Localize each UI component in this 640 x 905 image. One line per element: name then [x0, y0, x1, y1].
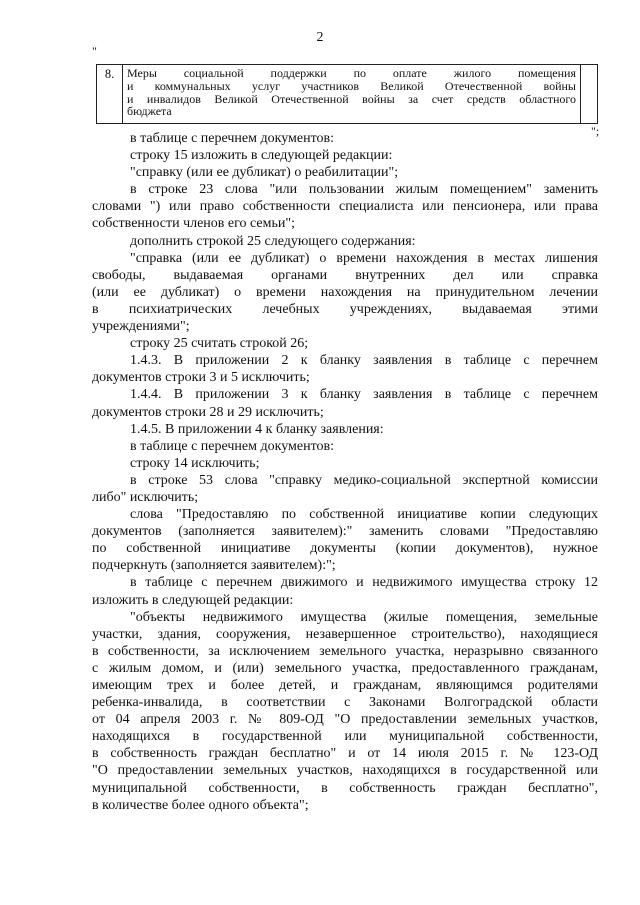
- body-text-line: в собственности, за исключением земельного участка, неразрывно связанного: [92, 643, 598, 659]
- body-text-line: "О предоставлении земельных участков, находящихся в государственной или: [92, 763, 598, 779]
- body-text-line: документов (заполняется заявителем):" заменить словами "Предоставляю: [92, 524, 598, 540]
- body-text-line: "справку (или ее дубликат) о реабилитации";: [130, 165, 399, 181]
- body-text-line: строку 15 изложить в следующей редакции:: [130, 148, 393, 164]
- benefits-table-row: [96, 64, 598, 124]
- body-text-line: в таблице с перечнем документов:: [130, 131, 335, 146]
- body-text-line: изложить в следующей редакции:: [92, 592, 294, 608]
- body-text-line: свободы, выдаваемая органами внутренних дел или справка: [92, 267, 598, 283]
- body-text-line: в строке 53 слова "справку медико-социальной экспертной комиссии: [130, 472, 598, 488]
- body-text-line: в таблице с перечнем движимого и недвижимого имущества строку 12: [130, 575, 598, 591]
- empty-cell: [581, 65, 597, 123]
- body-text-line: "справка (или ее дубликат) о времени нахождения в местах лишения: [130, 250, 598, 266]
- body-text-line: в собственность граждан бесплатно" и от 14 июля 2015 г. № 123-ОД: [92, 746, 598, 762]
- body-text-line: имеющим трех и более детей, и гражданам, являющимся родителями: [92, 678, 598, 693]
- body-text-line: от 04 апреля 2003 г. № 809-ОД "О предоставлении земельных участков,: [92, 712, 598, 728]
- body-text-line: подчеркнуть (заполняется заявителем):";: [92, 558, 336, 574]
- row-description-line: Меры социальной поддержки по оплате жилого помещения: [127, 66, 576, 80]
- opening-quote-mark: ": [92, 44, 97, 58]
- body-text-line: ребенка-инвалида, в соответствии с Законами Волгоградской области: [92, 695, 598, 711]
- row-description-line: бюджета: [127, 104, 172, 119]
- body-text-line: словами ") или право собственности специалиста или пенсионера, или права: [92, 199, 598, 215]
- body-text-line: 1.4.3. В приложении 2 к бланку заявления в таблице с перечнем: [130, 353, 598, 369]
- row-number-cell: 8.: [97, 65, 123, 123]
- body-text-line: в строке 23 слова "или пользовании жилым помещением" заменить: [130, 182, 598, 198]
- row-description-line: и коммунальных услуг участников Великой Отечественной войны: [127, 78, 576, 93]
- body-text-line: документов строки 28 и 29 исключить;: [92, 404, 324, 420]
- body-text-line: 1.4.4. В приложении 3 к бланку заявления в таблице с перечнем: [130, 387, 598, 403]
- body-text-line: 1.4.5. В приложении 4 к бланку заявления:: [130, 421, 384, 437]
- body-text-line: находящихся в государственной или муниципальной собственности,: [92, 729, 598, 745]
- body-text-line: дополнить строкой 25 следующего содержания:: [130, 233, 416, 249]
- body-text-line: в психиатрических лечебных учреждениях, выдаваемая этими: [92, 301, 598, 317]
- body-text-line: строку 25 считать строкой 26;: [130, 336, 309, 352]
- row-description-cell: [123, 65, 581, 123]
- body-text-line: (или ее дубликат) о времени нахождения на принудительном лечении: [92, 284, 598, 300]
- row-description-line: и инвалидов Великой Отечественной войны за счет средств областного: [127, 91, 576, 106]
- closing-quote-mark: ";: [591, 124, 600, 138]
- body-text-line: в таблице с перечнем документов:: [130, 438, 335, 454]
- document-body: [92, 130, 598, 814]
- body-text-line: собственности членов его семьи";: [92, 216, 295, 232]
- page-number: 2: [316, 30, 324, 45]
- body-text-line: либо" исключить;: [92, 489, 199, 505]
- body-text-line: с жилым домом, и (или) земельного участка, предоставленного гражданам,: [92, 660, 598, 676]
- body-text-line: "объекты недвижимого имущества (жилые помещения, земельные: [130, 609, 598, 625]
- body-text-line: строку 14 исключить;: [130, 455, 260, 471]
- body-text-line: участки, здания, сооружения, незавершенное строительство), находящиеся: [92, 626, 598, 642]
- body-text-line: в количестве более одного объекта";: [92, 797, 309, 813]
- body-text-line: по собственной инициативе документы (копии документов), нужное: [92, 541, 598, 557]
- body-text-line: документов строки 3 и 5 исключить;: [92, 370, 310, 386]
- body-text-line: муниципальной собственности, в собственность граждан бесплатно",: [92, 780, 598, 796]
- body-text-line: слова "Предоставляю по собственной инициативе копии следующих: [130, 507, 598, 523]
- body-text-line: учреждениями";: [92, 319, 190, 335]
